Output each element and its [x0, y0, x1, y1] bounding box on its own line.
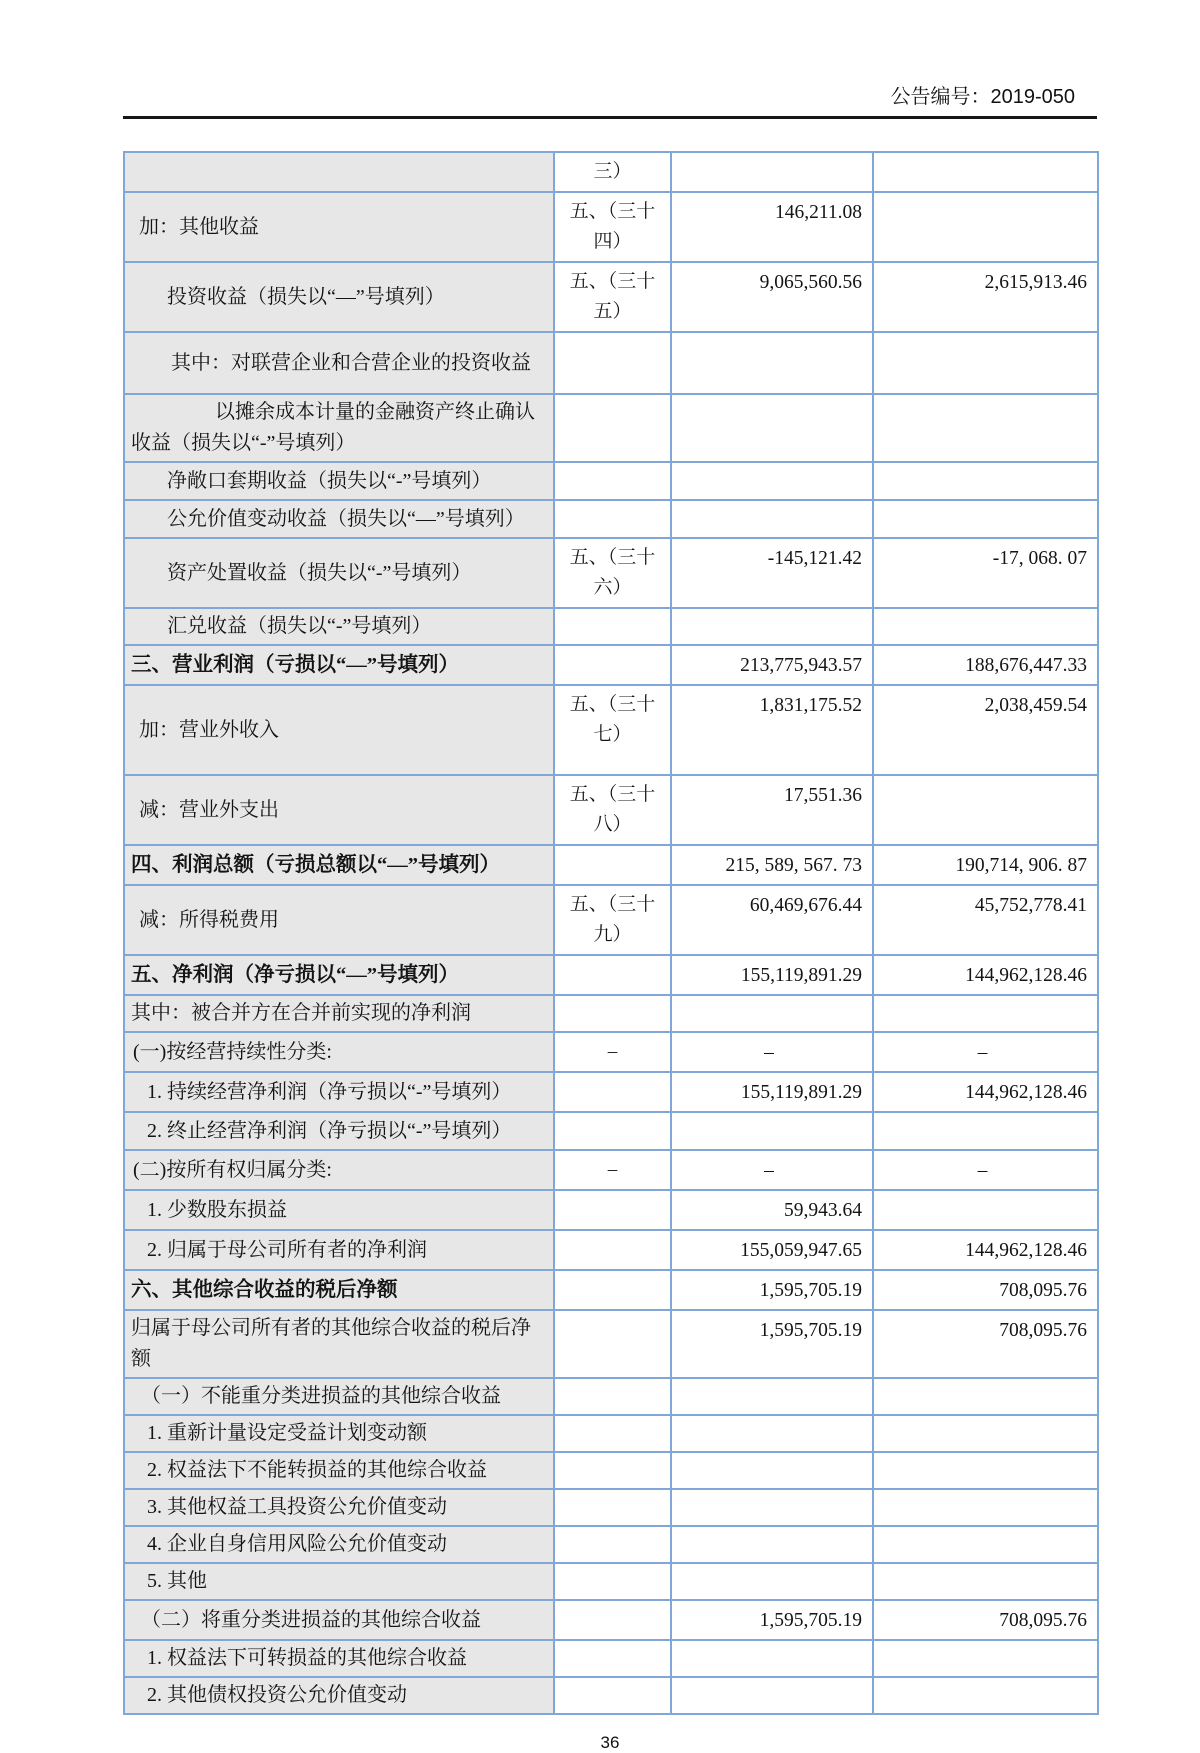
prior-period-amount-cell [873, 332, 1098, 394]
row-label: (一)按经营持续性分类: [124, 1032, 554, 1072]
prior-period-amount-cell [873, 1563, 1098, 1600]
note-reference-cell: 五、（三十九） [554, 885, 671, 955]
current-period-amount-cell: 9,065,560.56 [671, 262, 873, 332]
note-reference-cell: – [554, 1032, 671, 1072]
prior-period-amount-cell [873, 608, 1098, 645]
note-reference-cell: 五、（三十八） [554, 775, 671, 845]
table-row [124, 1415, 1098, 1452]
prior-period-amount-cell [873, 1190, 1098, 1230]
prior-period-amount-cell: 144,962,128.46 [873, 1230, 1098, 1270]
note-reference-cell [554, 1270, 671, 1310]
row-label: （二）将重分类进损益的其他综合收益 [124, 1600, 554, 1640]
current-period-amount-cell: – [671, 1150, 873, 1190]
table-row [124, 1230, 1098, 1270]
table-row [124, 1270, 1098, 1310]
row-label: 六、其他综合收益的税后净额 [124, 1270, 554, 1310]
note-reference-cell [554, 1600, 671, 1640]
row-label: (二)按所有权归属分类: [124, 1150, 554, 1190]
note-reference-cell [554, 462, 671, 500]
prior-period-amount-cell [873, 462, 1098, 500]
note-reference-cell [554, 845, 671, 885]
row-label: 4. 企业自身信用风险公允价值变动 [124, 1526, 554, 1563]
note-reference-cell [554, 332, 671, 394]
prior-period-amount-cell [873, 995, 1098, 1032]
current-period-amount-cell [671, 1563, 873, 1600]
table-row [124, 845, 1098, 885]
current-period-amount-cell: 155,059,947.65 [671, 1230, 873, 1270]
prior-period-amount-cell [873, 152, 1098, 192]
current-period-amount-cell [671, 394, 873, 462]
current-period-amount-cell: 155,119,891.29 [671, 955, 873, 995]
page-number: 36 [600, 1733, 620, 1752]
prior-period-amount-cell: 708,095.76 [873, 1270, 1098, 1310]
prior-period-amount-cell: 2,615,913.46 [873, 262, 1098, 332]
current-period-amount-cell: 146,211.08 [671, 192, 873, 262]
page-content [123, 0, 1097, 1753]
current-period-amount-cell [671, 1489, 873, 1526]
row-label: 2. 终止经营净利润（净亏损以“-”号填列） [124, 1112, 554, 1150]
prior-period-amount-cell: -17, 068. 07 [873, 538, 1098, 608]
note-reference-cell [554, 1190, 671, 1230]
note-reference-cell [554, 1489, 671, 1526]
prior-period-amount-cell: 708,095.76 [873, 1600, 1098, 1640]
current-period-amount-cell: 17,551.36 [671, 775, 873, 845]
row-label: 其中：对联营企业和合营企业的投资收益 [124, 332, 554, 394]
note-reference-cell: 五、（三十四） [554, 192, 671, 262]
prior-period-amount-cell [873, 775, 1098, 845]
note-reference-cell [554, 995, 671, 1032]
row-label: 汇兑收益（损失以“-”号填列） [124, 608, 554, 645]
current-period-amount-cell: 1,595,705.19 [671, 1310, 873, 1378]
prior-period-amount-cell: 708,095.76 [873, 1310, 1098, 1378]
current-period-amount-cell: 60,469,676.44 [671, 885, 873, 955]
table-row [124, 1310, 1098, 1378]
current-period-amount-cell: 215, 589, 567. 73 [671, 845, 873, 885]
current-period-amount-cell [671, 608, 873, 645]
table-row [124, 995, 1098, 1032]
prior-period-amount-cell [873, 1489, 1098, 1526]
table-row [124, 394, 1098, 462]
table-row [124, 262, 1098, 332]
table-row [124, 462, 1098, 500]
row-label: 加：其他收益 [124, 192, 554, 262]
note-reference-cell [554, 1310, 671, 1378]
table-row [124, 1378, 1098, 1415]
prior-period-amount-cell [873, 1677, 1098, 1714]
note-reference-cell [554, 645, 671, 685]
note-reference-cell [554, 1563, 671, 1600]
note-reference-cell [554, 1526, 671, 1563]
prior-period-amount-cell [873, 1640, 1098, 1677]
row-label: 5. 其他 [124, 1563, 554, 1600]
prior-period-amount-cell [873, 192, 1098, 262]
prior-period-amount-cell: – [873, 1032, 1098, 1072]
row-label: 五、净利润（净亏损以“—”号填列） [124, 955, 554, 995]
row-label: 减：营业外支出 [124, 775, 554, 845]
table-row [124, 1489, 1098, 1526]
row-label: 公允价值变动收益（损失以“—”号填列） [124, 500, 554, 538]
table-row [124, 608, 1098, 645]
note-reference-cell [554, 394, 671, 462]
current-period-amount-cell [671, 462, 873, 500]
table-row [124, 1526, 1098, 1563]
note-reference-cell: 三） [554, 152, 671, 192]
row-label: 1. 权益法下可转损益的其他综合收益 [124, 1640, 554, 1677]
prior-period-amount-cell [873, 1112, 1098, 1150]
row-label: 2. 归属于母公司所有者的净利润 [124, 1230, 554, 1270]
current-period-amount-cell [671, 1378, 873, 1415]
income-statement-table [123, 151, 1099, 1715]
current-period-amount-cell: -145,121.42 [671, 538, 873, 608]
current-period-amount-cell [671, 1452, 873, 1489]
announcement-number: 公告编号：2019-050 [890, 86, 1075, 108]
note-reference-cell [554, 1640, 671, 1677]
table-row [124, 1600, 1098, 1640]
row-label: 1. 重新计量设定受益计划变动额 [124, 1415, 554, 1452]
table-row [124, 775, 1098, 845]
prior-period-amount-cell: 144,962,128.46 [873, 955, 1098, 995]
current-period-amount-cell: – [671, 1032, 873, 1072]
row-label [124, 152, 554, 192]
row-label: 加：营业外收入 [124, 685, 554, 775]
page-header [123, 0, 1097, 119]
table-body [124, 152, 1098, 1714]
row-label: 净敞口套期收益（损失以“-”号填列） [124, 462, 554, 500]
prior-period-amount-cell [873, 500, 1098, 538]
prior-period-amount-cell [873, 1415, 1098, 1452]
row-label: 2. 权益法下不能转损益的其他综合收益 [124, 1452, 554, 1489]
current-period-amount-cell [671, 152, 873, 192]
current-period-amount-cell [671, 1526, 873, 1563]
row-label: 以摊余成本计量的金融资产终止确认收益（损失以“-”号填列） [124, 394, 554, 462]
note-reference-cell [554, 1112, 671, 1150]
current-period-amount-cell [671, 500, 873, 538]
table-row [124, 685, 1098, 775]
current-period-amount-cell: 155,119,891.29 [671, 1072, 873, 1112]
prior-period-amount-cell [873, 1378, 1098, 1415]
current-period-amount-cell [671, 1415, 873, 1452]
note-reference-cell [554, 955, 671, 995]
current-period-amount-cell: 213,775,943.57 [671, 645, 873, 685]
row-label: 归属于母公司所有者的其他综合收益的税后净额 [124, 1310, 554, 1378]
note-reference-cell: 五、（三十六） [554, 538, 671, 608]
table-row [124, 1452, 1098, 1489]
row-label: 1. 少数股东损益 [124, 1190, 554, 1230]
table-row [124, 1112, 1098, 1150]
table-row [124, 1190, 1098, 1230]
note-reference-cell: 五、（三十七） [554, 685, 671, 775]
row-label: 四、利润总额（亏损总额以“—”号填列） [124, 845, 554, 885]
table-row [124, 332, 1098, 394]
current-period-amount-cell: 1,595,705.19 [671, 1270, 873, 1310]
note-reference-cell [554, 1677, 671, 1714]
prior-period-amount-cell: 2,038,459.54 [873, 685, 1098, 775]
current-period-amount-cell [671, 332, 873, 394]
table-row [124, 1150, 1098, 1190]
table-row [124, 885, 1098, 955]
table-row [124, 645, 1098, 685]
row-label: 其中：被合并方在合并前实现的净利润 [124, 995, 554, 1032]
current-period-amount-cell [671, 995, 873, 1032]
row-label: 2. 其他债权投资公允价值变动 [124, 1677, 554, 1714]
current-period-amount-cell: 59,943.64 [671, 1190, 873, 1230]
row-label: 投资收益（损失以“—”号填列） [124, 262, 554, 332]
note-reference-cell [554, 1452, 671, 1489]
current-period-amount-cell: 1,831,175.52 [671, 685, 873, 775]
table-row [124, 1640, 1098, 1677]
prior-period-amount-cell [873, 1452, 1098, 1489]
current-period-amount-cell [671, 1640, 873, 1677]
prior-period-amount-cell: – [873, 1150, 1098, 1190]
prior-period-amount-cell: 188,676,447.33 [873, 645, 1098, 685]
note-reference-cell [554, 1378, 671, 1415]
table-row [124, 152, 1098, 192]
table-row [124, 1677, 1098, 1714]
table-row [124, 1072, 1098, 1112]
table-row [124, 1563, 1098, 1600]
prior-period-amount-cell: 190,714, 906. 87 [873, 845, 1098, 885]
table-row [124, 538, 1098, 608]
current-period-amount-cell: 1,595,705.19 [671, 1600, 873, 1640]
row-label: 1. 持续经营净利润（净亏损以“-”号填列） [124, 1072, 554, 1112]
row-label: 3. 其他权益工具投资公允价值变动 [124, 1489, 554, 1526]
row-label: 三、营业利润（亏损以“—”号填列） [124, 645, 554, 685]
note-reference-cell [554, 1415, 671, 1452]
table-row [124, 1032, 1098, 1072]
note-reference-cell [554, 1072, 671, 1112]
prior-period-amount-cell [873, 1526, 1098, 1563]
row-label: 减：所得税费用 [124, 885, 554, 955]
table-row [124, 955, 1098, 995]
table-row [124, 500, 1098, 538]
table-row [124, 192, 1098, 262]
current-period-amount-cell [671, 1677, 873, 1714]
prior-period-amount-cell: 45,752,778.41 [873, 885, 1098, 955]
prior-period-amount-cell: 144,962,128.46 [873, 1072, 1098, 1112]
current-period-amount-cell [671, 1112, 873, 1150]
note-reference-cell [554, 1230, 671, 1270]
prior-period-amount-cell [873, 394, 1098, 462]
note-reference-cell [554, 608, 671, 645]
note-reference-cell: 五、（三十五） [554, 262, 671, 332]
note-reference-cell [554, 500, 671, 538]
row-label: 资产处置收益（损失以“-”号填列） [124, 538, 554, 608]
row-label: （一）不能重分类进损益的其他综合收益 [124, 1378, 554, 1415]
note-reference-cell: – [554, 1150, 671, 1190]
